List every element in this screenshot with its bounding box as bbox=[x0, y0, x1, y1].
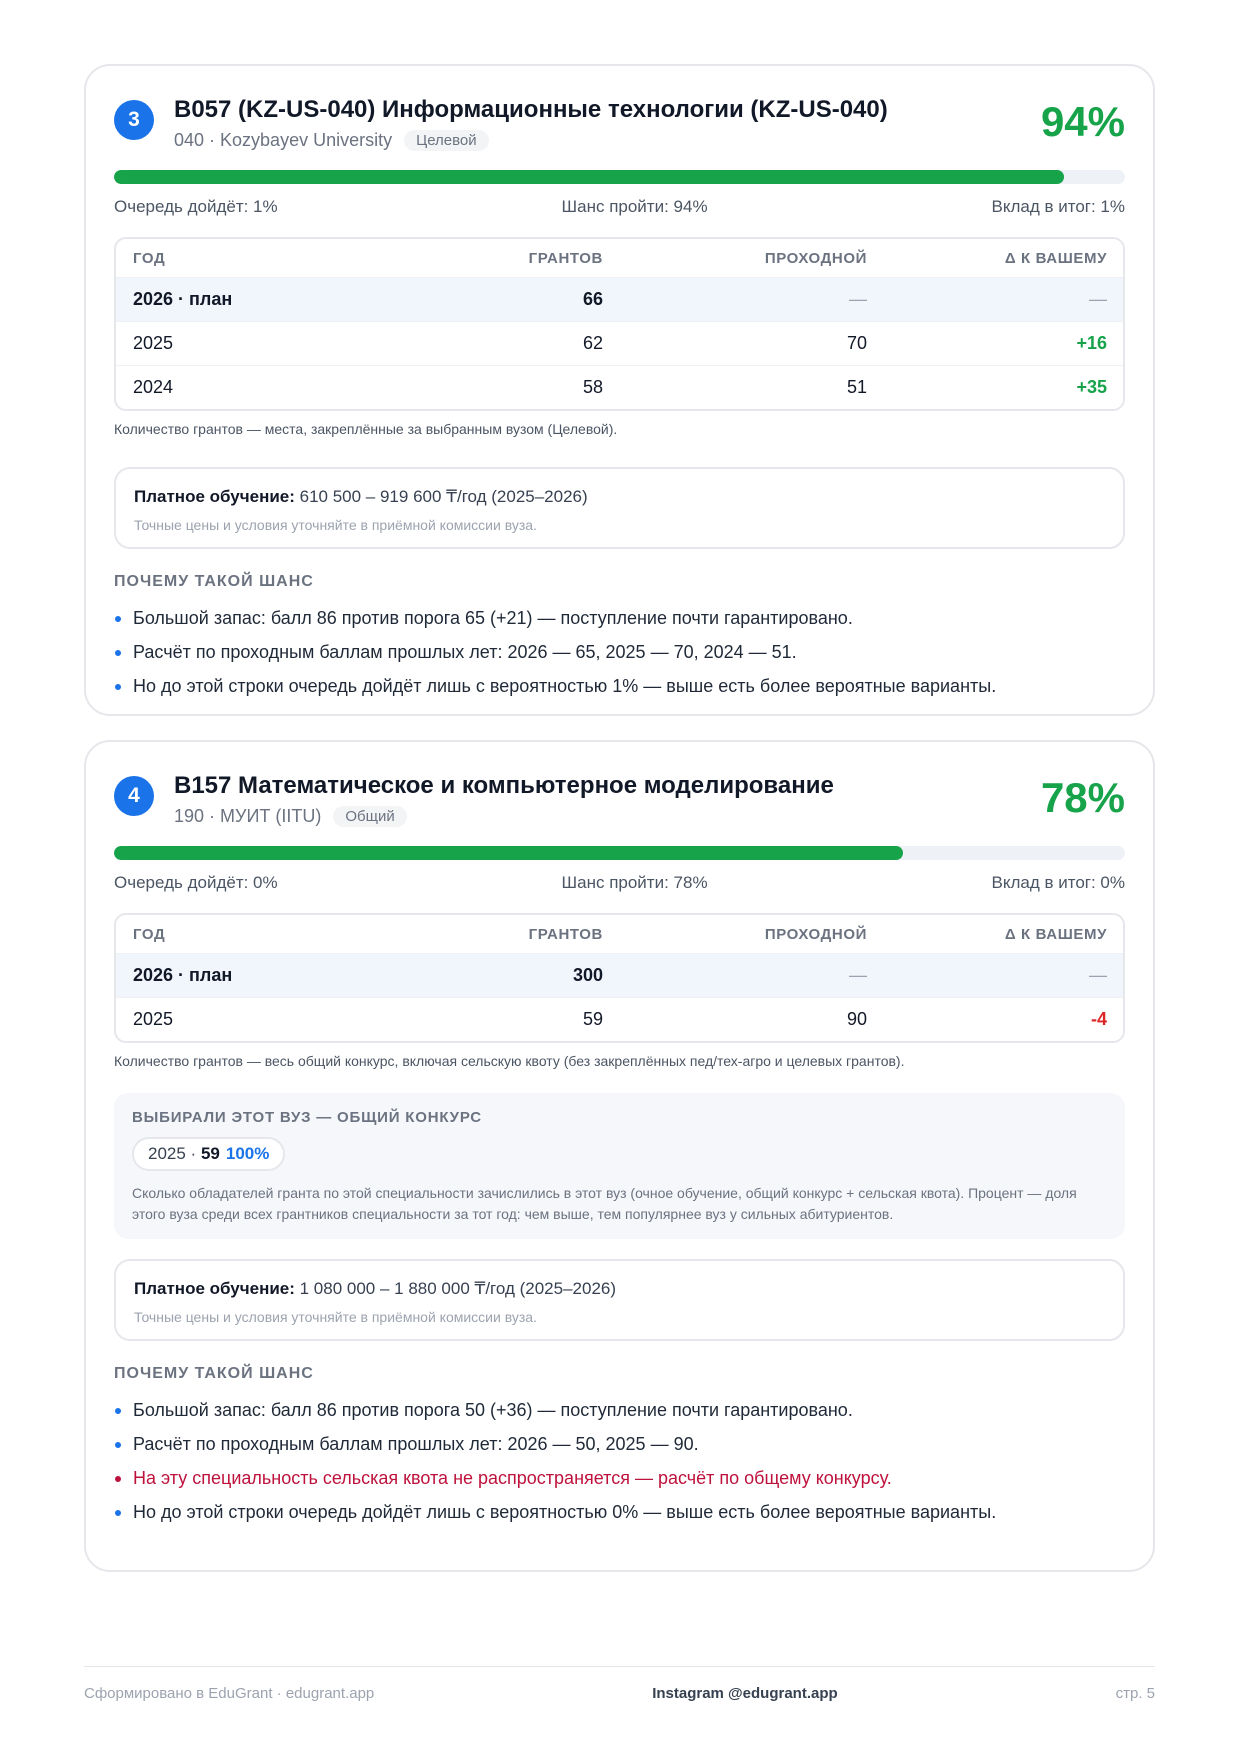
col-grants: ГРАНТОВ bbox=[528, 925, 603, 943]
table-note: Количество грантов — весь общий конкурс, включая сельскую квоту (без закреплённых пед/тех-агро и целевых грантов). bbox=[114, 1053, 905, 1069]
table-note: Количество грантов — места, закреплённые за выбранным вузом (Целевой). bbox=[114, 421, 618, 437]
list-item: Но до этой строки очередь дойдёт лишь с вероятностью 0% — выше есть более вероятные варианты. bbox=[114, 1495, 1125, 1529]
chip-year: 2025 · bbox=[148, 1144, 201, 1163]
chance-progress-bar bbox=[114, 846, 1125, 860]
page-footer bbox=[84, 1666, 1155, 1702]
paid-hint: Точные цены и условия уточняйте в приёмной комиссии вуза. bbox=[134, 517, 537, 533]
queue-stat: Очередь дойдёт: 1% bbox=[114, 197, 278, 216]
university-name: 040 · Kozybayev University bbox=[174, 130, 393, 150]
program-subtitle bbox=[174, 806, 407, 827]
paid-tuition-line bbox=[134, 1279, 1105, 1299]
program-title: B157 Математическое и компьютерное моделирование bbox=[174, 772, 834, 799]
chance-percent: 94% bbox=[1040, 98, 1125, 145]
cell-grants: 62 bbox=[582, 333, 603, 353]
cell-delta: — bbox=[1089, 965, 1107, 985]
cell-pass-score: 51 bbox=[846, 377, 867, 397]
table-row bbox=[116, 997, 1123, 1041]
table-row bbox=[116, 365, 1123, 409]
list-item: Расчёт по проходным баллам прошлых лет: 2026 — 50, 2025 — 90. bbox=[114, 1427, 1125, 1461]
table-row bbox=[116, 953, 1123, 997]
cell-delta: -4 bbox=[1090, 1009, 1107, 1029]
cell-grants: 58 bbox=[582, 377, 603, 397]
rank-badge: 4 bbox=[114, 776, 154, 816]
cell-pass-score: — bbox=[849, 965, 867, 985]
cell-year: 2025 bbox=[133, 1009, 174, 1029]
list-item: Расчёт по проходным баллам прошлых лет: 2026 — 65, 2025 — 70, 2024 — 51. bbox=[114, 635, 1125, 669]
pass-stat: Шанс пройти: 78% bbox=[561, 873, 708, 892]
why-list bbox=[114, 601, 1125, 703]
col-grants: ГРАНТОВ bbox=[528, 249, 603, 267]
chance-progress-fill bbox=[114, 170, 1064, 184]
col-delta: Δ К ВАШЕМУ bbox=[1004, 249, 1107, 267]
table-header bbox=[116, 915, 1123, 953]
why-heading: ПОЧЕМУ ТАКОЙ ШАНС bbox=[114, 573, 314, 590]
cell-pass-score: — bbox=[849, 289, 867, 309]
paid-tuition-box bbox=[114, 467, 1125, 549]
grants-table bbox=[114, 913, 1125, 1043]
university-name: 190 · МУИТ (IITU) bbox=[174, 806, 322, 826]
chance-progress-bar bbox=[114, 170, 1125, 184]
paid-value: 610 500 – 919 600 ₸/год (2025–2026) bbox=[294, 487, 588, 506]
cell-grants: 66 bbox=[582, 289, 603, 309]
picked-description: Сколько обладателей гранта по этой специальности зачислились в этот вуз (очное обучение, общий конкурс + сельская квота). Процент — доля этого вуза среди всех грантников специальности за тот год: чем выше, тем популярнее вуз у сильных абитуриентов. bbox=[132, 1185, 1077, 1222]
cell-year: 2026 · план bbox=[133, 289, 233, 309]
col-year: ГОД bbox=[133, 925, 166, 943]
footer-instagram-link[interactable]: Instagram @edugrant.app bbox=[652, 1685, 838, 1702]
cell-delta: +35 bbox=[1076, 377, 1107, 397]
cell-year: 2024 bbox=[133, 377, 174, 397]
table-header bbox=[116, 239, 1123, 277]
table-row bbox=[116, 321, 1123, 365]
pass-stat: Шанс пройти: 94% bbox=[561, 197, 708, 216]
chance-progress-fill bbox=[114, 846, 903, 860]
quota-tag: Целевой bbox=[404, 130, 489, 151]
cell-delta: +16 bbox=[1076, 333, 1107, 353]
contribution-stat: Вклад в итог: 1% bbox=[991, 197, 1125, 216]
list-item: Большой запас: балл 86 против порога 50 (+36) — поступление почти гарантировано. bbox=[114, 1393, 1125, 1427]
picked-heading: ВЫБИРАЛИ ЭТОТ ВУЗ — ОБЩИЙ КОНКУРС bbox=[132, 1109, 482, 1126]
paid-label: Платное обучение: bbox=[134, 1279, 295, 1298]
why-heading: ПОЧЕМУ ТАКОЙ ШАНС bbox=[114, 1365, 314, 1382]
chance-percent: 78% bbox=[1040, 774, 1125, 821]
footer-generated: Сформировано в EduGrant · edugrant.app bbox=[84, 1685, 375, 1702]
program-card-4 bbox=[84, 740, 1155, 1572]
list-item: Но до этой строки очередь дойдёт лишь с вероятностью 1% — выше есть более вероятные варианты. bbox=[114, 669, 1125, 703]
paid-tuition-line bbox=[134, 487, 1105, 507]
paid-label: Платное обучение: bbox=[134, 487, 295, 506]
chip-count: 59 bbox=[200, 1144, 220, 1163]
enrollment-chip bbox=[132, 1137, 285, 1171]
contribution-stat: Вклад в итог: 0% bbox=[991, 873, 1125, 892]
cell-grants: 300 bbox=[572, 965, 603, 985]
quota-tag: Общий bbox=[333, 806, 406, 827]
col-delta: Δ К ВАШЕМУ bbox=[1004, 925, 1107, 943]
cell-year: 2025 bbox=[133, 333, 174, 353]
chance-stats bbox=[114, 873, 1125, 893]
why-list bbox=[114, 1393, 1125, 1529]
rank-badge: 3 bbox=[114, 100, 154, 140]
col-pass-score: ПРОХОДНОЙ bbox=[764, 249, 867, 267]
col-year: ГОД bbox=[133, 249, 166, 267]
paid-hint: Точные цены и условия уточняйте в приёмной комиссии вуза. bbox=[134, 1309, 537, 1325]
paid-tuition-box bbox=[114, 1259, 1125, 1341]
grants-table bbox=[114, 237, 1125, 411]
page-number: стр. 5 bbox=[1115, 1685, 1155, 1702]
cell-pass-score: 70 bbox=[846, 333, 867, 353]
cell-delta: — bbox=[1089, 289, 1107, 309]
col-pass-score: ПРОХОДНОЙ bbox=[764, 925, 867, 943]
cell-year: 2026 · план bbox=[133, 965, 233, 985]
program-title: B057 (KZ-US-040) Информационные технологии (KZ-US-040) bbox=[174, 96, 888, 123]
cell-pass-score: 90 bbox=[846, 1009, 867, 1029]
program-card-3 bbox=[84, 64, 1155, 716]
card-header bbox=[114, 772, 1125, 832]
table-row bbox=[116, 277, 1123, 321]
paid-value: 1 080 000 – 1 880 000 ₸/год (2025–2026) bbox=[294, 1279, 617, 1298]
program-subtitle bbox=[174, 130, 489, 151]
chip-share: 100% bbox=[225, 1144, 270, 1163]
picked-university-box bbox=[114, 1093, 1125, 1239]
list-item: Большой запас: балл 86 против порога 65 (+21) — поступление почти гарантировано. bbox=[114, 601, 1125, 635]
list-item-warning: На эту специальность сельская квота не распространяется — расчёт по общему конкурсу. bbox=[114, 1461, 1125, 1495]
card-header bbox=[114, 96, 1125, 156]
queue-stat: Очередь дойдёт: 0% bbox=[114, 873, 278, 892]
chance-stats bbox=[114, 197, 1125, 217]
cell-grants: 59 bbox=[582, 1009, 603, 1029]
